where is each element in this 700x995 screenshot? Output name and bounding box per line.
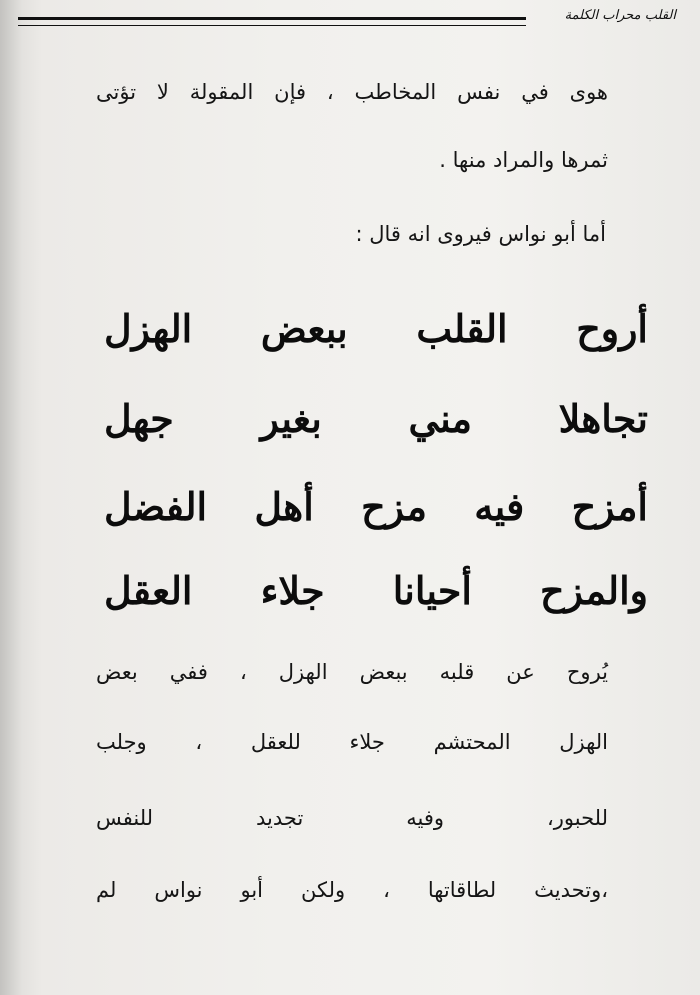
verse-line-3: أمزح فيه مزح أهل الفضل bbox=[104, 484, 648, 529]
prose-line-1: هوى في نفس المخاطب ، فإن المقولة لا تؤتى bbox=[96, 80, 608, 104]
prose-line-6: للحبور، وفيه تجديد للنفس bbox=[96, 806, 608, 830]
header-rule bbox=[18, 17, 526, 26]
prose-line-5: الهزل المحتشم جلاء للعقل ، وجلب bbox=[96, 730, 608, 754]
verse-line-4: والمزح أحيانا جلاء العقل bbox=[104, 568, 648, 613]
verse-line-1: أروح القلب ببعض الهزل bbox=[104, 306, 648, 351]
header-title: القلب محراب الكلمة bbox=[564, 8, 676, 23]
running-header bbox=[18, 8, 676, 30]
verse-line-2: تجاهلا مني بغير جهل bbox=[104, 396, 648, 441]
prose-line-7: ،وتحديث لطاقاتها ، ولكن أبو نواس لم bbox=[96, 878, 608, 902]
prose-line-2: ثمرها والمراد منها . bbox=[439, 148, 608, 172]
prose-line-4: يُروح عن قلبه ببعض الهزل ، ففي بعض bbox=[96, 660, 608, 684]
prose-line-3: أما أبو نواس فيروى انه قال : bbox=[355, 222, 606, 246]
page-binding-shadow bbox=[0, 0, 22, 995]
